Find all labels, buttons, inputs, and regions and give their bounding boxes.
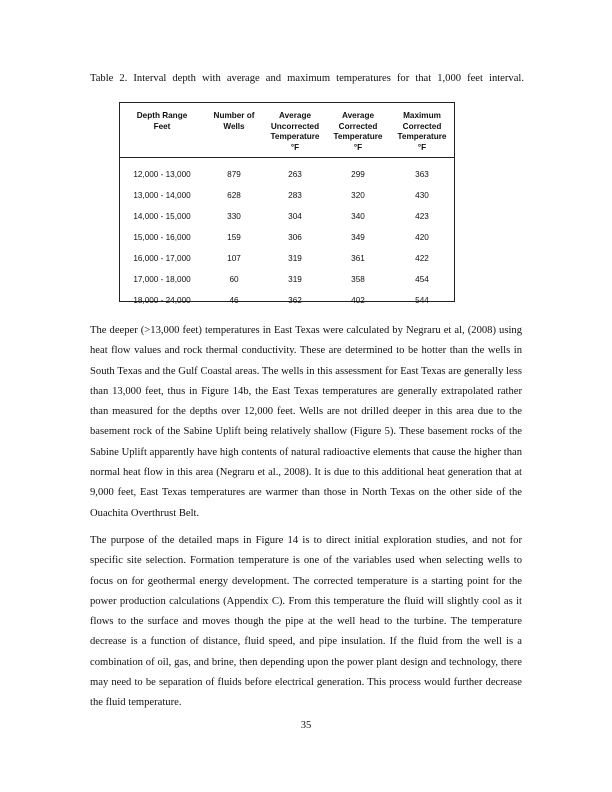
column-header — [264, 103, 326, 157]
page-number: 35 — [300, 720, 312, 731]
table-cell: 363 — [415, 170, 429, 179]
table-cell: 46 — [229, 296, 239, 305]
column-header-line: Maximum — [403, 111, 441, 120]
paragraph-detailed-maps: The purpose of the detailed maps in Figure 14 is to direct initial exploration studies, and not for specific site selection. Formation temperature is one of the variables used when selecting wells to focus on for geothermal energy development. The corrected temperature is a starting point for the power production calculations (Appendix C). From this temperature the fluid will slightly cool as it flows to the surface and moves though the pipe at the well head to the turbine. The temperature decrease is a function of distance, fluid speed, and pipe insulation. If the fluid from the well is a combination of oil, gas, and brine, then depending upon the power plant design and technology, there may need to be separation of fluids before electrical generation. This process would further decrease the fluid temperature. — [90, 535, 522, 709]
table-cell: 402 — [351, 296, 365, 305]
table-row — [120, 248, 454, 269]
column-header-line: Average — [341, 111, 374, 120]
column-header-line: Feet — [153, 121, 171, 131]
table-cell: 340 — [351, 212, 365, 221]
table-cell: 420 — [415, 233, 429, 242]
table-caption: Table 2. Interval depth with average and maximum temperatures for that 1,000 feet interval. — [90, 73, 524, 84]
table-cell: 358 — [351, 275, 365, 284]
data-table-frame — [119, 102, 455, 305]
table-row — [120, 158, 454, 186]
table-cell: 304 — [288, 212, 302, 221]
table-cell: 319 — [288, 254, 302, 263]
table-cell: 454 — [415, 275, 429, 284]
column-header-line: Wells — [223, 121, 245, 131]
column-header — [390, 103, 454, 157]
table-cell: 13,000 - 14,000 — [133, 191, 191, 200]
column-header-line: °F — [417, 142, 427, 152]
column-header — [120, 103, 204, 157]
table-cell: 306 — [288, 233, 302, 242]
temperature-table — [120, 103, 454, 311]
table-cell: 330 — [227, 212, 241, 221]
table-cell: 18,000 - 24,000 — [133, 296, 191, 305]
table-row — [120, 206, 454, 227]
table-cell: 423 — [415, 212, 429, 221]
table-cell: 879 — [227, 170, 241, 179]
column-header-line: Uncorrected — [270, 121, 320, 131]
table-cell: 544 — [415, 296, 429, 305]
table-cell: 283 — [288, 191, 302, 200]
table-cell: 14,000 - 15,000 — [133, 212, 191, 221]
table-cell: 159 — [227, 233, 241, 242]
table-row — [120, 185, 454, 206]
table-row — [120, 290, 454, 311]
table-cell: 361 — [351, 254, 365, 263]
table-cell: 362 — [288, 296, 302, 305]
table-cell: 60 — [229, 275, 239, 284]
column-header — [204, 103, 264, 157]
column-header-line: Corrected — [402, 121, 442, 131]
column-header-line: Temperature — [397, 132, 447, 142]
column-header-line: °F — [290, 142, 300, 152]
column-header-line: °F — [353, 142, 363, 152]
table-cell: 422 — [415, 254, 429, 263]
table-cell: 17,000 - 18,000 — [133, 275, 191, 284]
column-header-line: Temperature — [270, 132, 320, 142]
table-cell: 628 — [227, 191, 241, 200]
table-cell: 430 — [415, 191, 429, 200]
column-header — [326, 103, 390, 157]
table-row — [120, 269, 454, 290]
table-row — [120, 227, 454, 248]
column-header-line: Corrected — [338, 121, 378, 131]
table-cell: 107 — [227, 254, 241, 263]
table-cell: 319 — [288, 275, 302, 284]
table-cell: 349 — [351, 233, 365, 242]
column-header-line: Average — [278, 111, 311, 120]
column-header-line: Depth Range — [136, 111, 188, 120]
table-cell: 320 — [351, 191, 365, 200]
table-cell: 15,000 - 16,000 — [133, 233, 191, 242]
table-cell: 263 — [288, 170, 302, 179]
table-cell: 12,000 - 13,000 — [133, 170, 191, 179]
column-header-line: Number of — [213, 111, 255, 120]
column-header-line: Temperature — [333, 132, 383, 142]
table-cell: 299 — [351, 170, 365, 179]
table-cell: 16,000 - 17,000 — [133, 254, 191, 263]
paragraph-east-texas: The deeper (>13,000 feet) temperatures in East Texas were calculated by Negraru et al, (2008) using heat flow values and rock thermal conductivity. These are determined to be hotter than the wells in South Texas and the Gulf Coastal areas. The wells in this assessment for East Texas are generally less than 13,000 feet, thus in Figure 14b, the East Texas temperatures are generally extrapolated rather than measured for the depths over 12,000 feet. Wells are not drilled deeper in this area due to the basement rock of the Sabine Uplift being relatively shallow (Figure 5). These basement rocks of the Sabine Uplift apparently have high contents of natural radioactive elements that cause the higher than normal heat flow in this area (Negraru et al., 2008). It is due to this additional heat generation that at 9,000 feet, East Texas temperatures are warmer than those in North Texas on the other side of the Ouachita Overthrust Belt. — [90, 325, 522, 519]
table-header-row — [120, 103, 454, 157]
